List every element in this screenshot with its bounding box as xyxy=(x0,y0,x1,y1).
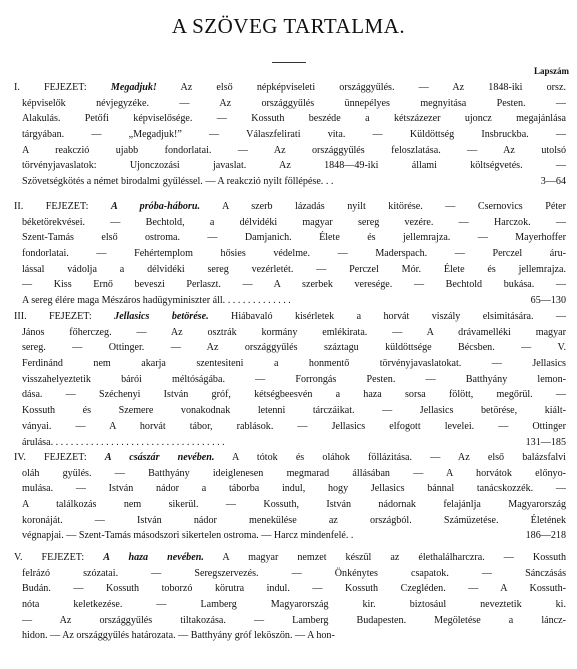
chapter-line xyxy=(14,581,566,597)
chapter-pages: 131—185 xyxy=(525,436,566,448)
chapter-line xyxy=(14,325,566,341)
chapter-line-text: — Az országgyűlés tiltakozása. — Lamberg Budapesten. Megöletése a láncz- xyxy=(22,614,566,626)
chapter-entry xyxy=(14,199,566,309)
chapter-line-text: A sereg élére maga Mészáros hadügyminiszter áll. . . . . . . . . . . . . . xyxy=(22,295,291,307)
chapter-line xyxy=(14,550,566,566)
chapter-line-text: A tótok és oláhok föllázitása. — Az első balázsfalvi xyxy=(232,452,566,463)
chapter-line-text: lással vádolja a délvidéki sereg vezérletét. — Perczel Mór. Élete és jellemrajza. xyxy=(22,263,566,275)
chapter-label: IV. FEJEZET: xyxy=(14,452,87,463)
chapter-label: I. FEJEZET: xyxy=(14,82,87,93)
chapter-line-text: árulása. . . . . . . . . . . . . . . . . . . . . . . . . . . . . . . . . . . xyxy=(22,436,225,448)
chapter-line-text: A találkozás nem sikerül. — Kossuth, István nádornak felajánlja Magyarország xyxy=(22,499,566,511)
chapter-line xyxy=(14,466,566,482)
chapter-line xyxy=(14,143,566,159)
chapter-line-text: felrázó szózatai. — Seregszervezés. — Önkénytes csapatok. — Sánczásás xyxy=(22,567,566,579)
chapter-line-text: mulása. — István nádor a táborba indul, hogy Jellasics bánnal tanácskozzék. — xyxy=(22,483,566,495)
chapter-line-text: törvényjavaslatok: Ujonczozási javaslat. Az 1848—49-iki állami költségvetés. — xyxy=(22,160,566,172)
chapter-label: III. FEJEZET: xyxy=(14,311,92,322)
chapter-line xyxy=(14,215,566,231)
chapter-line xyxy=(14,528,566,544)
title-rule xyxy=(272,62,306,63)
chapter-entry xyxy=(14,450,566,544)
chapter-line xyxy=(14,340,566,356)
chapter-line-text: hidon. — Az országgyűlés határozata. — Batthyány gróf leköszön. — A hon- xyxy=(22,630,335,642)
chapter-line-text: Az első népképviseleti országgyűlés. — Az 1848-iki orsz. xyxy=(180,82,566,93)
chapter-line xyxy=(14,566,566,582)
page-column-label: Lapszám xyxy=(533,66,569,76)
chapter-line-text: Alakulás. Petőfi képviselősége. — Kossuth beszéde a kétszázezer ujoncz megajánlása xyxy=(22,113,566,125)
chapter-title: A próba-háboru. xyxy=(110,201,200,212)
chapter-line xyxy=(14,230,566,246)
chapter-title: Megadjuk! xyxy=(110,82,157,93)
chapter-line xyxy=(14,262,566,278)
chapter-line xyxy=(14,277,566,293)
chapter-line xyxy=(14,96,566,112)
chapter-line xyxy=(14,450,566,466)
chapter-line-text: fondorlatai. — Fehértemplom hősies védelme. — Maderspach. — Perczel áru- xyxy=(22,248,566,260)
chapter-line-text: Ferdinánd nem akarja szentesiteni a honmentő törvényjavaslatokat. — Jellasics xyxy=(22,358,566,370)
chapter-line xyxy=(14,481,566,497)
chapter-line-text: béketörekvései. — Bechtold, a délvidéki magyar sereg vezére. — Harczok. — xyxy=(22,216,566,228)
chapter-line xyxy=(14,387,566,403)
chapter-line-text: A reakczió ujabb fondorlatai. — Az országgyűlés feloszlatása. — Az utolsó xyxy=(22,144,566,156)
chapter-line-text: végnapjai. — Szent-Tamás másodszori sikertelen ostroma. — Harcz mindenfelé. . xyxy=(22,530,354,542)
chapter-line xyxy=(14,597,566,613)
chapter-line-text: oláh gyülés. — Batthyány ideiglenesen megmarad állásában — A horvátok előnyo- xyxy=(22,467,566,479)
chapter-line-text: Kossuth és Szemere vonakodnak letenni tárczáikat. — Jellasics betörése, kiált- xyxy=(22,405,566,417)
chapter-line xyxy=(14,372,566,388)
chapter-line xyxy=(14,497,566,513)
chapter-title: A császár nevében. xyxy=(104,452,215,463)
chapter-line xyxy=(14,309,566,325)
chapter-pages: 65—130 xyxy=(530,295,566,307)
chapter-pages: 186—218 xyxy=(525,530,566,542)
chapter-line xyxy=(14,293,566,309)
page-title: A SZÖVEG TARTALMA. xyxy=(171,14,406,38)
chapter-line xyxy=(14,513,566,529)
chapter-line-text: Budán. — Kossuth toborzó körutra indul. — Kossuth Czegléden. — A Kossuth- xyxy=(22,583,566,595)
chapter-entry xyxy=(14,80,566,190)
chapter-line-text: Hiábavaló kisérletek a horvát viszály elsimitására. — xyxy=(231,311,566,322)
chapter-line-text: A szerb lázadás nyilt kitörése. — Csernovics Péter xyxy=(221,201,566,212)
chapter-title: A haza nevében. xyxy=(103,552,204,563)
chapter-line-text: ványai. — A horvát tábor, rablások. — Jellasics elfogott levelei. — Ottinger xyxy=(22,420,566,432)
chapter-line xyxy=(14,628,566,644)
chapter-line-text: — Kiss Ernő beveszi Perlaszt. — A szerbek veresége. — Bechtold bukása. — xyxy=(22,279,566,291)
chapter-entry xyxy=(14,309,566,450)
chapter-title: Jellasics betörése. xyxy=(114,311,209,322)
chapter-label: V. FEJEZET: xyxy=(14,552,85,563)
chapter-line-text: dása. — Széchenyi István gróf, kétségbeesvén a haza sorsa fölött, megőrül. — xyxy=(22,389,566,401)
chapter-line xyxy=(14,403,566,419)
chapter-line xyxy=(14,111,566,127)
chapter-pages: 3—64 xyxy=(540,176,566,188)
chapter-line-text: nóta keletkezése. — Lamberg Magyarország kir. biztosául neveztetik ki. xyxy=(22,599,566,611)
chapter-entry xyxy=(14,550,566,644)
chapter-line xyxy=(14,419,566,435)
chapter-line xyxy=(14,435,566,451)
chapter-line-text: sereg. — Ottinger. — Az országgyűlés száztagu küldöttsége Bécsben. — V. xyxy=(22,342,566,354)
chapter-line-text: Szent-Tamás első ostroma. — Damjanich. Élete és jellemrajza. — Mayerhoffer xyxy=(22,232,566,244)
chapter-line xyxy=(14,356,566,372)
chapter-line xyxy=(14,158,566,174)
chapter-line xyxy=(14,80,566,96)
chapter-line-text: koronáját. — István nádor menekülése az országból. Számüzetése. Életének xyxy=(22,514,566,526)
chapter-line-text: A magyar nemzet készül az élethalálharczra. — Kossuth xyxy=(222,552,566,563)
chapter-line xyxy=(14,174,566,190)
chapter-line xyxy=(14,127,566,143)
chapter-line xyxy=(14,246,566,262)
chapter-line-text: János főherczeg. — Az osztrák kormány emlékirata. — A drávamelléki magyar xyxy=(22,326,566,338)
chapter-line xyxy=(14,613,566,629)
chapter-line xyxy=(14,199,566,215)
chapter-line-text: Szövetségkötés a német birodalmi gyűléssel. — A reakczió nyilt föllépése. . . xyxy=(22,176,334,188)
chapter-line-text: tárgyában. — „Megadjuk!” — Válaszfelirati vita. — Küldöttség Insbruckba. — xyxy=(22,129,566,141)
chapter-line-text: visszahelyeztetik bárói méltóságába. — Forrongás Pesten. — Batthyány lemon- xyxy=(22,373,566,385)
chapter-line-text: képviselők névjegyzéke. — Az országgyűlés ünnepélyes megnyitása Pesten. — xyxy=(22,97,566,109)
chapter-label: II. FEJEZET: xyxy=(14,201,89,212)
